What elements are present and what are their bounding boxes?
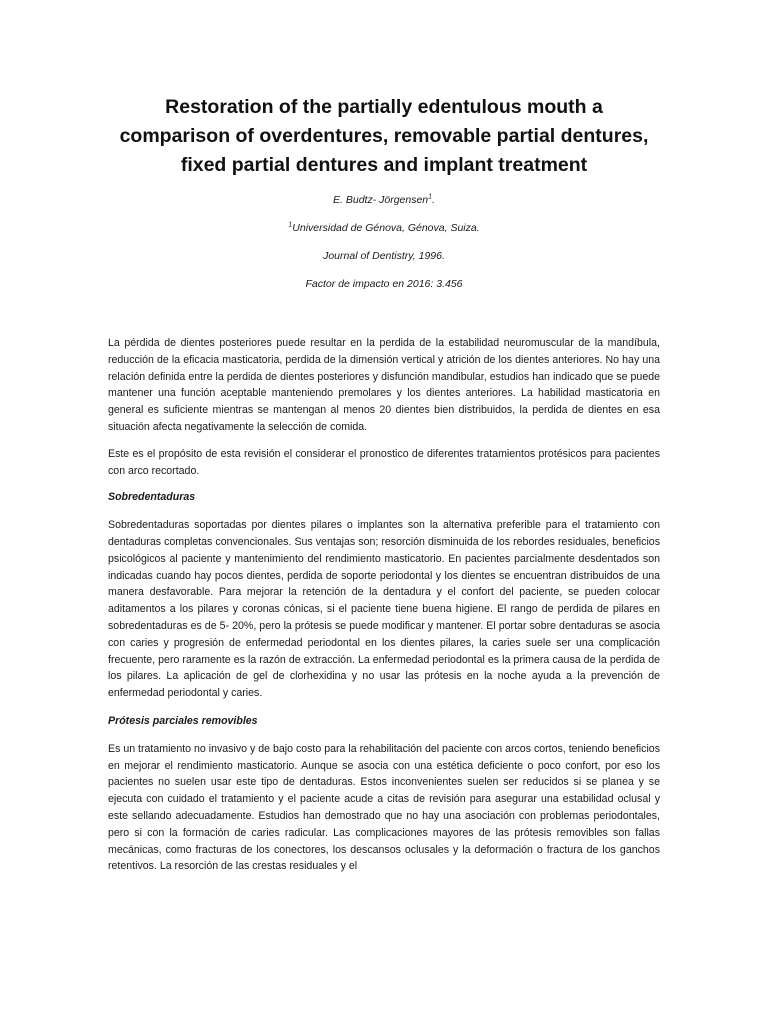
title-line-1: Restoration of the partially edentulous mouth a — [165, 96, 603, 118]
author-line — [108, 193, 660, 207]
author-name: E. Budtz- Jörgensen — [333, 194, 429, 206]
affiliation-text: Universidad de Génova, Génova, Suiza. — [292, 222, 480, 234]
impact-factor-line: Factor de impacto en 2016: 3.456 — [305, 278, 463, 290]
section-heading-removable: Prótesis parciales removibles — [108, 714, 258, 727]
intro-paragraph: La pérdida de dientes posteriores puede resultar en la perdida de la estabilidad neuromuscular de la mandíbula, reducción de la eficacia masticatoria, perdida de la dimensión vertical y atrición de los dientes anteriores. No hay una relación definida entre la perdida de dientes posteriores y disfunción mandibular, estudios han indicado que se puede mantener una función aceptable manteniendo premolares y los dientes anteriores. La habilidad masticatoria en general es suficiente mientras se mantengan al menos 20 dientes bien distribuidos, la perdida de dientes en esa situación afecta negativamente la selección de comida. — [108, 337, 660, 433]
title-line-2: comparison of overdentures, removable partial dentures, — [119, 125, 649, 147]
journal-line: Journal of Dentistry, 1996. — [323, 250, 445, 262]
section-heading-overdentures: Sobredentaduras — [108, 491, 196, 504]
overdentures-paragraph: Sobredentaduras soportadas por dientes pilares o implantes son la alternativa preferible para el tratamiento con dentaduras completas convencionales. Sus ventajas son; resorción disminuida de los rebordes residuales, beneficios psicológicos al paciente y mantenimiento del rendimiento masticatorio. En pacientes parcialmente desdentados son indicadas cuando hay pocos dientes, perdida de soporte periodontal y los dientes se encuentran distribuidos de una manera desfavorable. Para mejorar la retención de la dentadura y el confort del paciente, se pueden colocar aditamentos a los pilares y coronas cónicas, si el paciente tiene buena higiene. El rango de perdida de pilares en sobredentaduras es de 5- 20%, pero la prótesis se puede modificar y mantener. El portar sobre dentaduras se asocia con caries y progresión de enfermedad periodontal en los dientes pilares, la caries suele ser una complicación frecuente, pero raramente es la razón de extracción. La enfermedad periodontal es la primera causa de la perdida de los pilares. La aplicación de gel de clorhexidina y no usar las prótesis en la noche ayuda a la prevención de enfermedad periodontal y caries. — [108, 519, 660, 700]
purpose-paragraph: Este es el propósito de esta revisión el considerar el pronostico de diferentes tratamientos protésicos para pacientes con arco recortado. — [108, 447, 660, 477]
author-suffix: . — [432, 194, 435, 206]
affiliation-line — [108, 221, 660, 235]
paper-title — [108, 93, 660, 180]
removable-paragraph: Es un tratamiento no invasivo y de bajo costo para la rehabilitación del paciente con arcos cortos, teniendo beneficios en mejorar el rendimiento masticatorio. Aunque se asocia con una estética deficiente o poco confort, por eso los pacientes no suelen usar este tipo de dentaduras. Estos inconvenientes suelen ser reducidos si se planea y se ejecuta con cuidado el tratamiento y el paciente acude a citas de revisión para asegurar una estabilidad oclusal y este sellando adecuadamente. Estudios han demostrado que no hay una asociación con problemas periodontales, pero si con la formación de caries radicular. Las complicaciones mayores de las prótesis removibles son fallas mecánicas, como fracturas de los conectores, los descansos oclusales y la deformación o fractura de los ganchos retentivos. La resorción de las crestas residuales y el — [108, 742, 660, 873]
author-superscript: 1 — [428, 193, 433, 201]
title-line-3: fixed partial dentures and implant treatment — [180, 154, 588, 176]
affiliation-superscript: 1 — [288, 221, 293, 229]
